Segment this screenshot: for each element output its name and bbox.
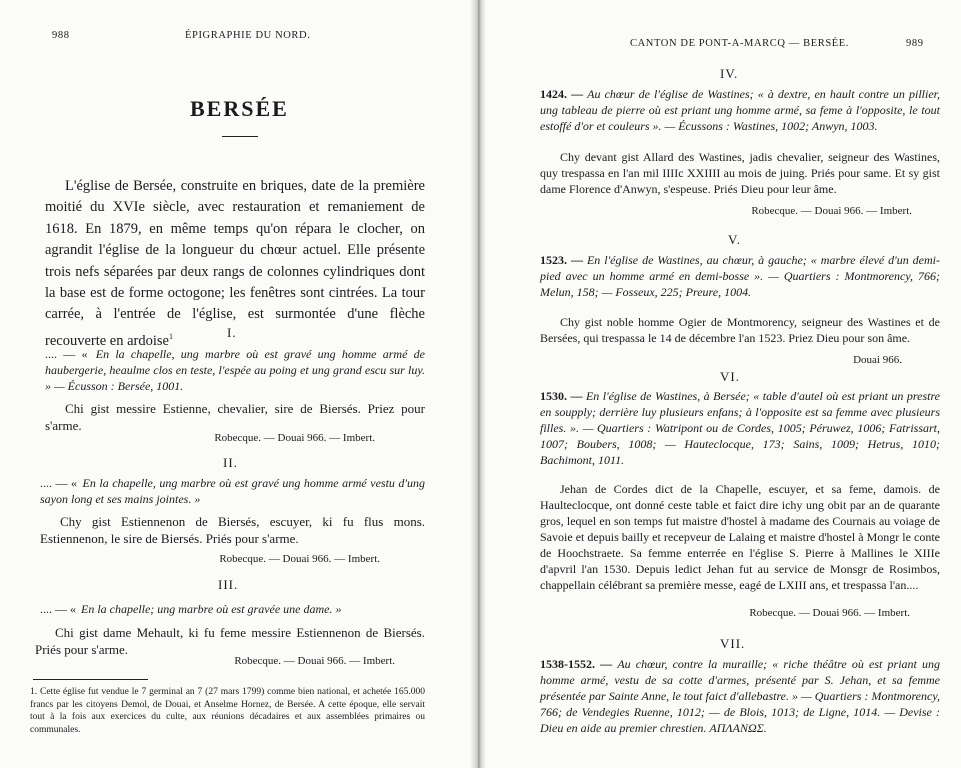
book-gutter [470, 0, 486, 768]
section-ii-description: .... — « En la chapelle, ung marbre où est gravé ung homme armé vestu d'ung sayon long et ses mains jointes. » [40, 476, 425, 506]
section-v-source: Douai 966. [853, 354, 902, 366]
section-numeral-ii: II. [223, 455, 238, 470]
section-iii-inscription: Chi gist dame Mehault, ki fu feme messire Estiennenon de Biersés. Priés pour s'arme. [35, 625, 425, 657]
section-vi-description: 1530. — En l'église de Wastines, à Bersée; « table d'autel où est priant un prestre en soupply; derrière luy plusieurs enfans; à l'opposite est sa femme avec plusieurs filles. ». — Quartiers : Watripont ou de Cordes, 1005; Péruwez, 1006; Fatrissart, 1007; Boubers, 1008; — Hauteclocque, 173; Sains, 1009; Hetrus, 1010; Bachimont, 1011. [540, 389, 941, 467]
footnote-mark: 1 [169, 331, 173, 341]
section-ii-source: Robecque. — Douai 966. — Imbert. [219, 553, 380, 565]
section-numeral-i: I. [227, 325, 237, 340]
section-numeral-iv: IV. [720, 66, 739, 81]
footnote: 1. Cette église fut vendue le 7 germinal an 7 (27 mars 1799) comme bien national, et achetée 165.000 francs par les citoyens Demol, de Douai, et Anselme Hornez, de Bersée. A cette époque, elle servait tout à la fois aux exercices du culte, aux réunions décadaires et aux assemblées primaires ou communales. [30, 687, 425, 735]
right-page [478, 0, 961, 768]
page-title: BERSÉE [190, 96, 289, 121]
page-number-right: 989 [906, 38, 924, 49]
section-numeral-iii: III. [218, 577, 239, 592]
footnote-rule [33, 679, 148, 680]
section-numeral-vi: VI. [720, 369, 740, 384]
section-numeral-vii: VII. [720, 636, 746, 651]
running-head-left: ÉPIGRAPHIE DU NORD. [185, 30, 311, 41]
section-iii-source: Robecque. — Douai 966. — Imbert. [234, 655, 395, 667]
section-ii-inscription: Chy gist Estiennenon de Biersés, escuyer, ki fu flus mons. Estiennenon, le sire de Biersés. Priés pour s'arme. [40, 514, 425, 546]
page-number-left: 988 [52, 30, 70, 41]
section-iv-inscription: Chy devant gist Allard des Wastines, jadis chevalier, seigneur des Wastines, quy trespassa en l'an mil IIIIc XXIIII au mois de juing. Priés pour same. Et sy gist dame Florence d'Anwyn, s'espeuse. Priés Dieu pour leur âme. [540, 150, 940, 196]
section-i-description: .... — « En la chapelle, ung marbre où est gravé ung homme armé de haubergerie, heaulme clos en teste, l'espée au poing et ung grand escu sur luy. » — Écusson : Bersée, 1001. [45, 347, 425, 393]
section-vi-source: Robecque. — Douai 966. — Imbert. [749, 607, 910, 619]
section-iv-description: 1424. — Au chœur de l'église de Wastines; « à dextre, en hault contre un pillier, ung tableau de pierre où est priant ung homme armé, sa feme à l'opposite, le tout estoffé d'or et couleurs ». — Écussons : Wastines, 1002; Anwyn, 1003. [540, 87, 941, 133]
section-i-source: Robecque. — Douai 966. — Imbert. [214, 432, 375, 444]
section-i-inscription: Chi gist messire Estienne, chevalier, sire de Biersés. Priez pour s'arme. [45, 401, 425, 433]
running-head-right: CANTON DE PONT-A-MARCQ — BERSÉE. [630, 38, 850, 49]
title-rule [222, 136, 258, 137]
intro-text: L'église de Bersée, construite en briques, date de la première moitié du XVIe siècle, avec restauration et remaniement de 1618. En 1879, en même temps qu'on répara le clocher, on agrandit l'église de la longueur du chœur actuel. Elle présente trois nefs séparées par deux rangs de colonnes cylindriques dont la base est de forme octogone; les fenêtres sont cintrées. La tour carrée, à l'entrée de l'église, est surmontée d'une flèche recouverte en ardoise [45, 178, 425, 349]
section-vi-inscription: Jehan de Cordes dict de la Chapelle, escuyer, et sa feme, damois. de Haulteclocque, ont donné ceste table et faict dire ichy ung obit par an de quarante gros, lequel en son temps fut maistre d'hostel à madame des Cournais au voiage de Savoie et depuis bailly et recepveur de Lalaing et maistre d'hostel à Mongr le conte de Hoochstraete. Sa femme enterrée en l'église S. Pierre à Mallines le XIIIe d'apvril l'an 1530. Depuis ledict Jehan fut au service de Monsgr de Rosimbos, chappellain célébrant sa première messe, eagé de LXIII ans, et trespassa l'an.... [540, 482, 940, 592]
section-v-description: 1523. — En l'église de Wastines, au chœur, à gauche; « marbre élevé d'un demi-pied avec un homme armé en demi-bosse ». — Quartiers : Montmorency, 766; Melun, 158; — Fosseux, 225; Preure, 1004. [540, 253, 941, 299]
left-page [0, 0, 478, 768]
section-v-inscription: Chy gist noble homme Ogier de Montmorency, seigneur des Wastines et de Bersées, qui trespassa le 14 de décembre l'an 1523. Priez Dieu pour son âme. [540, 315, 940, 345]
section-vii-description: 1538-1552. — Au chœur, contre la muraille; « riche théâtre où est priant ung homme armé, vestu de sa cotte d'armes, présenté par S. Jehan, et sa femme présentée par Sainte Anne, le tout faict d'allebastre. » — Quartiers : Montmorency, 766; de Vendegies Ruenne, 1012; — de Blois, 1013; de Ligne, 1014. — Devise : Dieu en aide au premier chrestien. ΑΠΛΑΝΩΣ. [540, 657, 941, 735]
section-numeral-v: V. [728, 232, 741, 247]
section-iii-description: .... — « En la chapelle; ung marbre où est gravée une dame. » [40, 602, 342, 616]
section-iv-source: Robecque. — Douai 966. — Imbert. [751, 205, 912, 217]
